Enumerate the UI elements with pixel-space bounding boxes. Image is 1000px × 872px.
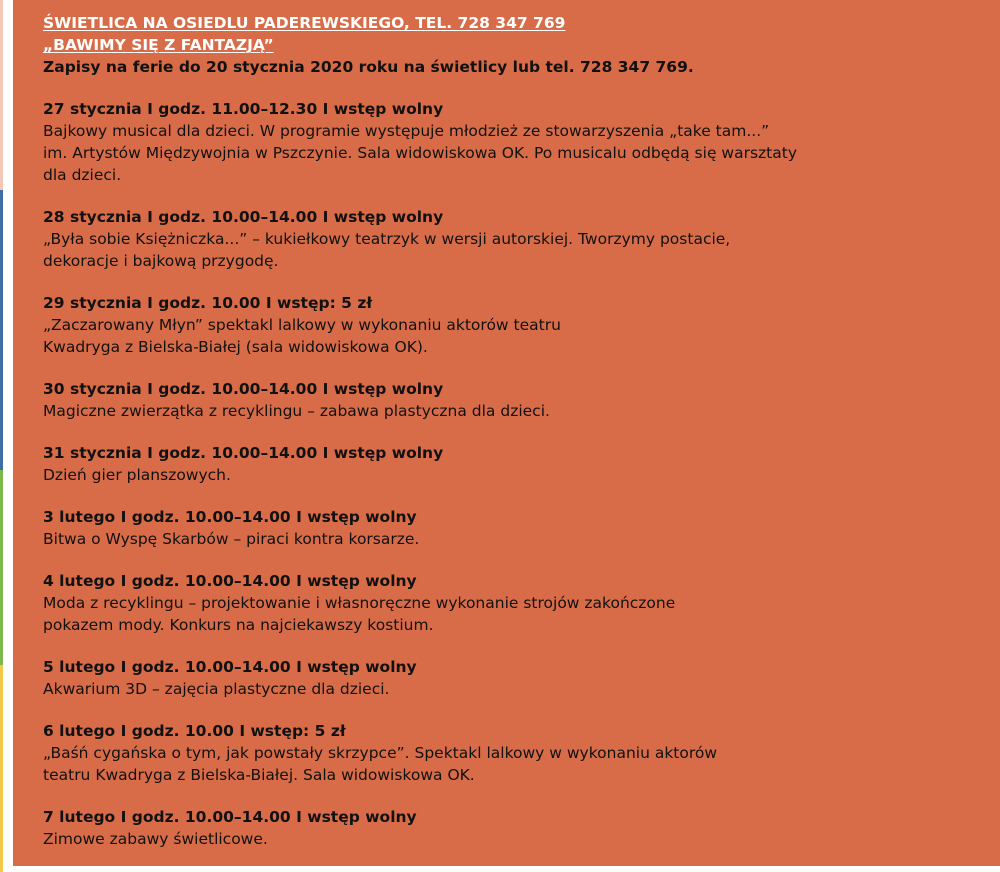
venue-heading: ŚWIETLICA NA OSIEDLU PADEREWSKIEGO, TEL. 728 347 769 xyxy=(43,14,566,32)
event-item xyxy=(43,570,980,636)
event-title: 28 stycznia I godz. 10.00–14.00 I wstęp wolny xyxy=(43,208,444,226)
schedule-panel xyxy=(13,0,1000,866)
event-description-line: Bajkowy musical dla dzieci. W programie występuje młodzież ze stowarzyszenia „take tam...” xyxy=(43,122,770,140)
edge-stripe-green xyxy=(0,470,3,665)
event-title: 6 lutego I godz. 10.00 I wstęp: 5 zł xyxy=(43,722,346,740)
edge-stripe-yellow xyxy=(0,665,3,872)
event-item xyxy=(43,720,980,786)
event-title: 29 stycznia I godz. 10.00 I wstęp: 5 zł xyxy=(43,294,373,312)
event-item xyxy=(43,656,980,700)
event-title: 30 stycznia I godz. 10.00–14.00 I wstęp wolny xyxy=(43,380,444,398)
edge-stripe-blue xyxy=(0,190,3,470)
event-item xyxy=(43,292,980,358)
event-description-line: Akwarium 3D – zajęcia plastyczne dla dzieci. xyxy=(43,680,390,698)
event-title: 31 stycznia I godz. 10.00–14.00 I wstęp wolny xyxy=(43,444,444,462)
event-description-line: Magiczne zwierzątka z recyklingu – zabawa plastyczna dla dzieci. xyxy=(43,402,550,420)
event-title: 7 lutego I godz. 10.00–14.00 I wstęp wolny xyxy=(43,808,417,826)
event-item xyxy=(43,378,980,422)
event-description-line: Kwadryga z Bielska-Białej (sala widowiskowa OK). xyxy=(43,338,428,356)
event-description-line: teatru Kwadryga z Bielska-Białej. Sala widowiskowa OK. xyxy=(43,766,475,784)
event-description-line: Dzień gier planszowych. xyxy=(43,466,231,484)
edge-stripe-pink xyxy=(0,0,3,190)
event-item xyxy=(43,206,980,272)
event-description-line: Moda z recyklingu – projektowanie i własnoręczne wykonanie strojów zakończone xyxy=(43,594,676,612)
event-item xyxy=(43,98,980,186)
event-description-line: im. Artystów Międzywojnia w Pszczynie. Sala widowiskowa OK. Po musicalu odbędą się warsztaty xyxy=(43,144,797,162)
event-title: 5 lutego I godz. 10.00–14.00 I wstęp wolny xyxy=(43,658,417,676)
event-description-line: dekoracje i bajkową przygodę. xyxy=(43,252,279,270)
event-title: 4 lutego I godz. 10.00–14.00 I wstęp wolny xyxy=(43,572,417,590)
enrollment-note: Zapisy na ferie do 20 stycznia 2020 roku na świetlicy lub tel. 728 347 769. xyxy=(43,58,694,76)
motto-heading: „BAWIMY SIĘ Z FANTAZJĄ” xyxy=(43,36,274,54)
event-description-line: Bitwa o Wyspę Skarbów – piraci kontra korsarze. xyxy=(43,530,420,548)
event-item xyxy=(43,442,980,486)
event-description-line: „Zaczarowany Młyn” spektakl lalkowy w wykonaniu aktorów teatru xyxy=(43,316,561,334)
event-item xyxy=(43,806,980,850)
event-item xyxy=(43,506,980,550)
event-description-line: Zimowe zabawy świetlicowe. xyxy=(43,830,268,848)
event-title: 27 stycznia I godz. 11.00–12.30 I wstęp wolny xyxy=(43,100,444,118)
event-description-line: „Baśń cygańska o tym, jak powstały skrzypce”. Spektakl lalkowy w wykonaniu aktorów xyxy=(43,744,718,762)
event-description-line: pokazem mody. Konkurs na najciekawszy kostium. xyxy=(43,616,434,634)
event-title: 3 lutego I godz. 10.00–14.00 I wstęp wolny xyxy=(43,508,417,526)
event-description-line: „Była sobie Księżniczka...” – kukiełkowy teatrzyk w wersji autorskiej. Tworzymy postacie, xyxy=(43,230,731,248)
event-description-line: dla dzieci. xyxy=(43,166,122,184)
